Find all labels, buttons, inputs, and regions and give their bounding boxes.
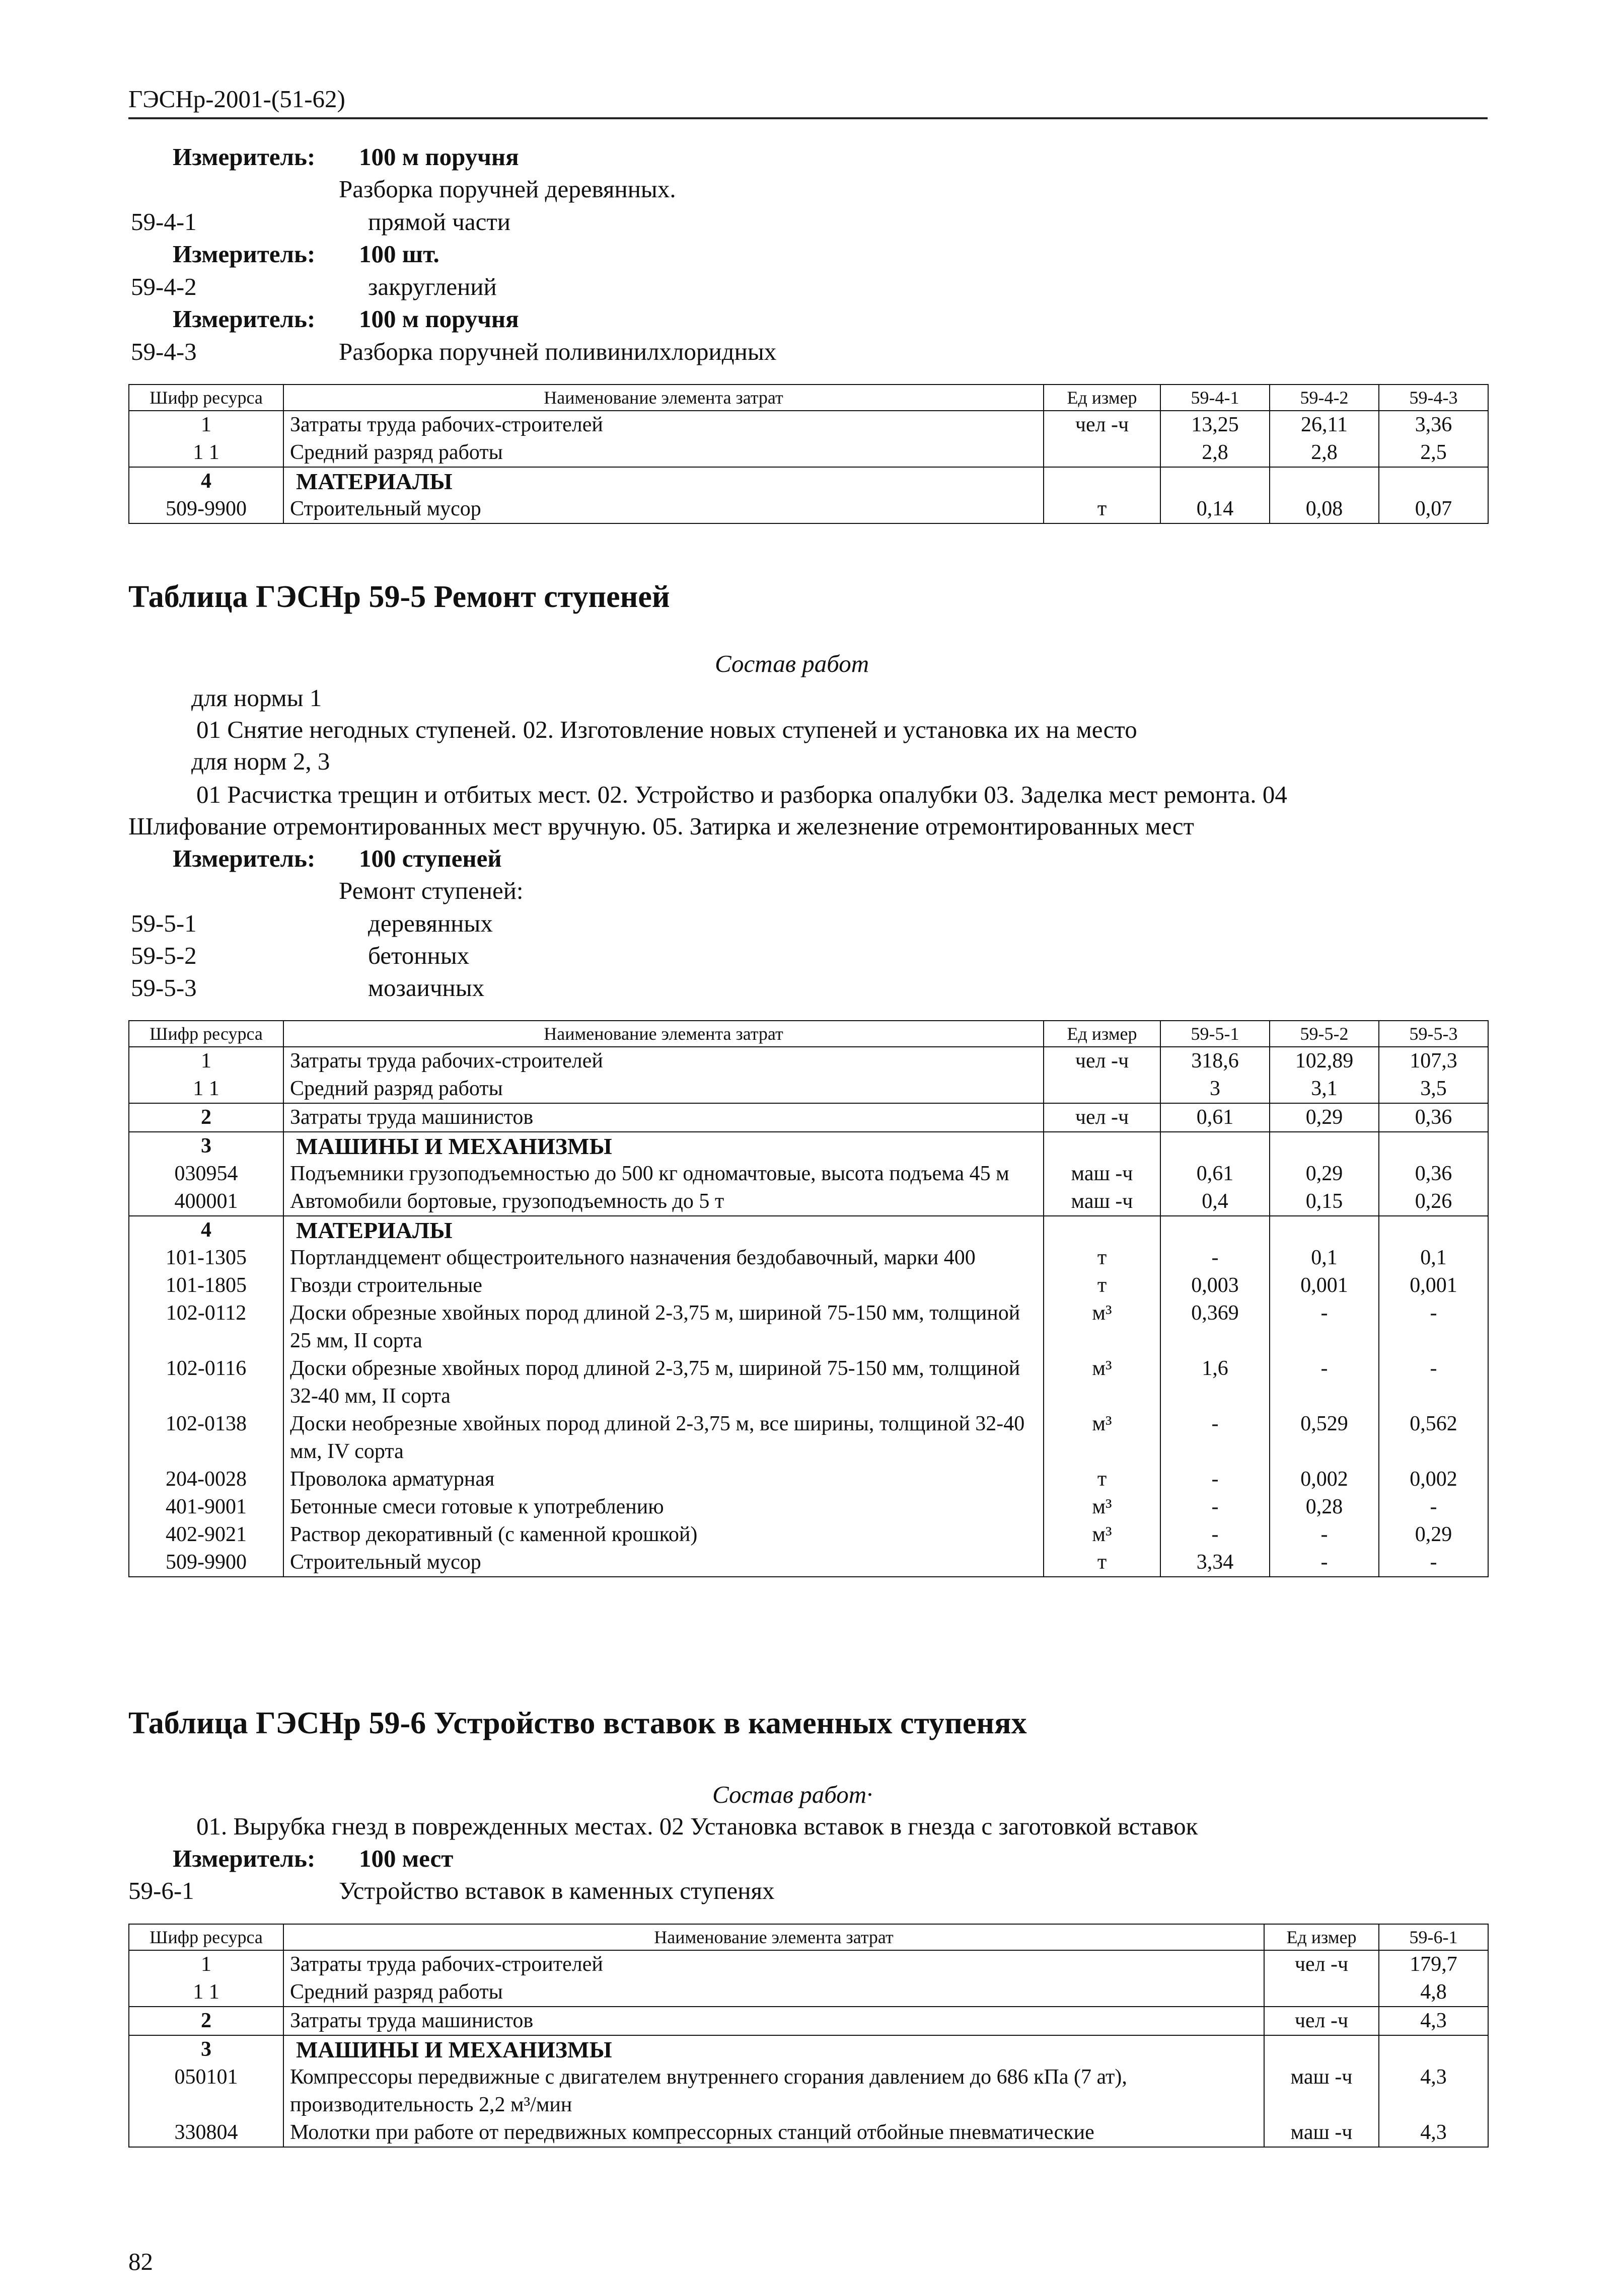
- value: 3,5: [1379, 1075, 1488, 1103]
- unit: т: [1044, 1549, 1160, 1577]
- resource-code: 204-0028: [129, 1466, 283, 1493]
- norm-text: деревянных: [368, 909, 493, 937]
- table-row: [129, 2063, 1488, 2119]
- measure-label: Измеритель:: [173, 305, 316, 333]
- resource-name: Затраты труда рабочих-строителей: [283, 411, 1044, 439]
- table-row: [129, 1103, 1488, 1132]
- table-row: [129, 439, 1488, 467]
- value: -: [1160, 1466, 1270, 1493]
- composition-heading: Состав работ: [715, 650, 869, 677]
- unit: [1044, 1075, 1160, 1103]
- value: 0,002: [1379, 1466, 1488, 1493]
- operations-text: 01 Расчистка трещин и отбитых мест. 02. Устройство и разборка опалубки 03. Заделка мест ремонта. 04: [196, 781, 1287, 808]
- unit: маш -ч: [1044, 1160, 1160, 1188]
- table-section-row: [129, 1132, 1488, 1160]
- resource-name: Доски обрезные хвойных пород длиной 2-3,75 м, шириной 75-150 мм, толщиной 25 мм, II сорта: [283, 1299, 1044, 1355]
- unit: чел -ч: [1044, 411, 1160, 439]
- value: 0,003: [1160, 1272, 1270, 1299]
- unit: м³: [1044, 1355, 1160, 1410]
- resource-code: 401-9001: [129, 1493, 283, 1521]
- table-row: [129, 1978, 1488, 2007]
- unit: чел -ч: [1044, 1047, 1160, 1075]
- unit: [1044, 439, 1160, 467]
- table-row: [129, 1272, 1488, 1299]
- value: -: [1379, 1299, 1488, 1355]
- table-row: [129, 495, 1488, 523]
- column-header: Шифр ресурса: [129, 1021, 283, 1047]
- resource-table: [128, 384, 1489, 524]
- resource-code: 1: [129, 411, 283, 439]
- value: 0,15: [1270, 1188, 1379, 1216]
- column-header: 59-5-2: [1270, 1021, 1379, 1047]
- table-row: [129, 1244, 1488, 1272]
- resource-name: Затраты труда машинистов: [283, 1103, 1044, 1132]
- unit: маш -ч: [1044, 1188, 1160, 1216]
- value: 0,002: [1270, 1466, 1379, 1493]
- table-row: [129, 2119, 1488, 2147]
- resource-name: Компрессоры передвижные с двигателем внутреннего сгорания давлением до 686 кПа (7 ат), производительность 2,2 м³/мин: [283, 2063, 1264, 2119]
- column-header: Ед измер: [1044, 1021, 1160, 1047]
- value: -: [1160, 1493, 1270, 1521]
- resource-code: 1 1: [129, 1075, 283, 1103]
- column-header: Ед измер: [1044, 385, 1160, 411]
- unit: м³: [1044, 1299, 1160, 1355]
- unit: т: [1044, 1272, 1160, 1299]
- resource-name: Средний разряд работы: [283, 439, 1044, 467]
- resource-code: 030954: [129, 1160, 283, 1188]
- column-header: Шифр ресурса: [129, 385, 283, 411]
- table-section-row: [129, 467, 1488, 495]
- value: -: [1160, 1410, 1270, 1466]
- resource-code: 509-9900: [129, 1549, 283, 1577]
- unit: м³: [1044, 1493, 1160, 1521]
- measure-label: Измеритель:: [173, 1845, 316, 1872]
- value: 0,562: [1379, 1410, 1488, 1466]
- section-title: Таблица ГЭСНр 59-6 Устройство вставок в каменных ступенях: [128, 1706, 1027, 1740]
- table-row: [129, 1410, 1488, 1466]
- value: 0,26: [1379, 1188, 1488, 1216]
- resource-code: 050101: [129, 2063, 283, 2119]
- unit: чел -ч: [1264, 2007, 1379, 2035]
- table-row: [129, 1355, 1488, 1410]
- value: -: [1270, 1355, 1379, 1410]
- resource-code: 402-9021: [129, 1521, 283, 1549]
- section-title: Таблица ГЭСНр 59-5 Ремонт ступеней: [128, 580, 670, 614]
- value: 3,36: [1379, 411, 1488, 439]
- value: 0,369: [1160, 1299, 1270, 1355]
- value: 0,08: [1270, 495, 1379, 523]
- composition-heading: Состав работ·: [712, 1781, 873, 1808]
- unit: м³: [1044, 1521, 1160, 1549]
- value: 1,6: [1160, 1355, 1270, 1410]
- value: 3,34: [1160, 1549, 1270, 1577]
- column-header: 59-5-3: [1379, 1021, 1488, 1047]
- resource-name: Раствор декоративный (с каменной крошкой): [283, 1521, 1044, 1549]
- resource-code: 3: [129, 1132, 283, 1160]
- value: 102,89: [1270, 1047, 1379, 1075]
- column-header: Шифр ресурса: [129, 1924, 283, 1950]
- norm-code: 59-4-2: [131, 273, 197, 300]
- resource-code: 4: [129, 1216, 283, 1244]
- measure-value: 100 м поручня: [359, 143, 519, 171]
- table-row: [129, 1047, 1488, 1075]
- resource-name: Доски обрезные хвойных пород длиной 2-3,75 м, шириной 75-150 мм, толщиной 32-40 мм, II сорта: [283, 1355, 1044, 1410]
- value: -: [1270, 1521, 1379, 1549]
- norm-text: бетонных: [368, 942, 470, 969]
- section-heading: МАШИНЫ И МЕХАНИЗМЫ: [283, 1132, 1044, 1160]
- table-header-row: [129, 385, 1488, 411]
- unit: т: [1044, 1244, 1160, 1272]
- value: -: [1160, 1521, 1270, 1549]
- value: 3,1: [1270, 1075, 1379, 1103]
- value: 0,29: [1270, 1160, 1379, 1188]
- norm-intro: Ремонт ступеней:: [339, 877, 524, 904]
- table-section-row: [129, 2035, 1488, 2063]
- norm-text: Устройство вставок в каменных ступенях: [339, 1877, 775, 1904]
- column-header: 59-6-1: [1379, 1924, 1488, 1950]
- resource-code: 400001: [129, 1188, 283, 1216]
- resource-code: 101-1305: [129, 1244, 283, 1272]
- resource-code: 3: [129, 2035, 283, 2063]
- norm-code: 59-5-1: [131, 909, 197, 937]
- table-row: [129, 411, 1488, 439]
- value: 0,61: [1160, 1103, 1270, 1132]
- value: 4,3: [1379, 2119, 1488, 2147]
- resource-name: Затраты труда рабочих-строителей: [283, 1950, 1264, 1978]
- norm-text: Разборка поручней поливинилхлоридных: [339, 338, 777, 365]
- norm-text: мозаичных: [368, 974, 485, 1002]
- value: 0,07: [1379, 495, 1488, 523]
- table-row: [129, 1549, 1488, 1577]
- resource-name: Молотки при работе от передвижных компрессорных станций отбойные пневматические: [283, 2119, 1264, 2147]
- value: 0,1: [1270, 1244, 1379, 1272]
- resource-code: 1 1: [129, 1978, 283, 2007]
- norm-code: 59-5-2: [131, 942, 197, 969]
- norm-code: 59-4-1: [131, 208, 197, 236]
- measure-value: 100 м поручня: [359, 305, 519, 333]
- norm-scope: для нормы 1: [191, 684, 322, 712]
- value: 0,4: [1160, 1188, 1270, 1216]
- operations-text: 01. Вырубка гнезд в поврежденных местах. 02 Установка вставок в гнезда с заготовкой вставок: [196, 1812, 1198, 1840]
- value: 0,14: [1160, 495, 1270, 523]
- value: -: [1270, 1299, 1379, 1355]
- resource-code: 2: [129, 2007, 283, 2035]
- resource-name: Средний разряд работы: [283, 1978, 1264, 2007]
- unit: чел -ч: [1264, 1950, 1379, 1978]
- value: 179,7: [1379, 1950, 1488, 1978]
- section-heading: МАШИНЫ И МЕХАНИЗМЫ: [283, 2035, 1264, 2063]
- section-heading: МАТЕРИАЛЫ: [283, 1216, 1044, 1244]
- norm-code: 59-5-3: [131, 974, 197, 1002]
- table-section-row: [129, 1216, 1488, 1244]
- resource-code: 2: [129, 1103, 283, 1132]
- resource-code: 4: [129, 467, 283, 495]
- resource-code: 102-0116: [129, 1355, 283, 1410]
- value: 0,36: [1379, 1160, 1488, 1188]
- resource-table: [128, 1020, 1489, 1577]
- value: 26,11: [1270, 411, 1379, 439]
- table-header-row: [129, 1021, 1488, 1047]
- table-row: [129, 1160, 1488, 1188]
- value: 0,529: [1270, 1410, 1379, 1466]
- column-header: Наименование элемента затрат: [283, 385, 1044, 411]
- norm-text: закруглений: [368, 273, 497, 300]
- value: 4,3: [1379, 2063, 1488, 2119]
- value: 4,8: [1379, 1978, 1488, 2007]
- value: 0,28: [1270, 1493, 1379, 1521]
- resource-table: [128, 1924, 1489, 2148]
- table-header-row: [129, 1924, 1488, 1950]
- resource-code: 102-0112: [129, 1299, 283, 1355]
- measure-label: Измеритель:: [173, 240, 316, 268]
- value: -: [1160, 1244, 1270, 1272]
- resource-code: 101-1805: [129, 1272, 283, 1299]
- value: 0,001: [1270, 1272, 1379, 1299]
- column-header: 59-4-3: [1379, 385, 1488, 411]
- norm-intro: Разборка поручней деревянных.: [339, 175, 676, 203]
- measure-label: Измеритель:: [173, 845, 316, 872]
- value: 13,25: [1160, 411, 1270, 439]
- column-header: 59-5-1: [1160, 1021, 1270, 1047]
- doc-code: ГЭСНр-2001-(51-62): [128, 85, 345, 113]
- table-row: [129, 1466, 1488, 1493]
- value: -: [1379, 1355, 1488, 1410]
- resource-name: Бетонные смеси готовые к употреблению: [283, 1493, 1044, 1521]
- measure-label: Измеритель:: [173, 143, 316, 171]
- value: 3: [1160, 1075, 1270, 1103]
- norm-scope: для норм 2, 3: [191, 747, 330, 775]
- resource-code: 1: [129, 1047, 283, 1075]
- operations-text: Шлифование отремонтированных мест вручную. 05. Затирка и железнение отремонтированных мест: [128, 812, 1194, 840]
- value: -: [1379, 1493, 1488, 1521]
- resource-code: 509-9900: [129, 495, 283, 523]
- table-row: [129, 1521, 1488, 1549]
- resource-code: 330804: [129, 2119, 283, 2147]
- operations-text: 01 Снятие негодных ступеней. 02. Изготовление новых ступеней и установка их на место: [196, 716, 1137, 743]
- unit: т: [1044, 495, 1160, 523]
- measure-value: 100 ступеней: [359, 845, 502, 872]
- table-row: [129, 1188, 1488, 1216]
- value: 0,36: [1379, 1103, 1488, 1132]
- value: 0,29: [1379, 1521, 1488, 1549]
- value: 318,6: [1160, 1047, 1270, 1075]
- resource-name: Проволока арматурная: [283, 1466, 1044, 1493]
- value: 2,8: [1270, 439, 1379, 467]
- resource-name: Средний разряд работы: [283, 1075, 1044, 1103]
- resource-name: Автомобили бортовые, грузоподъемность до 5 т: [283, 1188, 1044, 1216]
- column-header: 59-4-2: [1270, 385, 1379, 411]
- resource-name: Затраты труда рабочих-строителей: [283, 1047, 1044, 1075]
- value: 0,29: [1270, 1103, 1379, 1132]
- column-header: Наименование элемента затрат: [283, 1924, 1264, 1950]
- column-header: Ед измер: [1264, 1924, 1379, 1950]
- table-row: [129, 1075, 1488, 1103]
- resource-name: Строительный мусор: [283, 1549, 1044, 1577]
- value: 2,5: [1379, 439, 1488, 467]
- resource-code: 1 1: [129, 439, 283, 467]
- resource-code: 102-0138: [129, 1410, 283, 1466]
- value: 0,61: [1160, 1160, 1270, 1188]
- unit: [1264, 1978, 1379, 2007]
- column-header: Наименование элемента затрат: [283, 1021, 1044, 1047]
- value: 0,1: [1379, 1244, 1488, 1272]
- table-row: [129, 1950, 1488, 1978]
- resource-name: Доски необрезные хвойных пород длиной 2-3,75 м, все ширины, толщиной 32-40 мм, IV сорта: [283, 1410, 1044, 1466]
- table-row: [129, 1299, 1488, 1355]
- value: 4,3: [1379, 2007, 1488, 2035]
- value: 107,3: [1379, 1047, 1488, 1075]
- unit: маш -ч: [1264, 2063, 1379, 2119]
- header-rule: [128, 117, 1488, 119]
- value: -: [1379, 1549, 1488, 1577]
- resource-name: Портландцемент общестроительного назначения бездобавочный, марки 400: [283, 1244, 1044, 1272]
- resource-name: Затраты труда машинистов: [283, 2007, 1264, 2035]
- table-row: [129, 1493, 1488, 1521]
- value: 0,001: [1379, 1272, 1488, 1299]
- norm-code: 59-4-3: [131, 338, 197, 365]
- page-number: 82: [128, 2248, 153, 2275]
- unit: маш -ч: [1264, 2119, 1379, 2147]
- column-header: 59-4-1: [1160, 385, 1270, 411]
- norm-code: 59-6-1: [128, 1877, 194, 1904]
- section-heading: МАТЕРИАЛЫ: [283, 467, 1044, 495]
- value: -: [1270, 1549, 1379, 1577]
- resource-name: Подъемники грузоподъемностью до 500 кг одномачтовые, высота подъема 45 м: [283, 1160, 1044, 1188]
- measure-value: 100 шт.: [359, 240, 439, 268]
- resource-code: 1: [129, 1950, 283, 1978]
- norm-text: прямой части: [368, 208, 511, 236]
- table-row: [129, 2007, 1488, 2035]
- unit: т: [1044, 1466, 1160, 1493]
- measure-value: 100 мест: [359, 1845, 454, 1872]
- unit: м³: [1044, 1410, 1160, 1466]
- resource-name: Гвозди строительные: [283, 1272, 1044, 1299]
- value: 2,8: [1160, 439, 1270, 467]
- unit: чел -ч: [1044, 1103, 1160, 1132]
- resource-name: Строительный мусор: [283, 495, 1044, 523]
